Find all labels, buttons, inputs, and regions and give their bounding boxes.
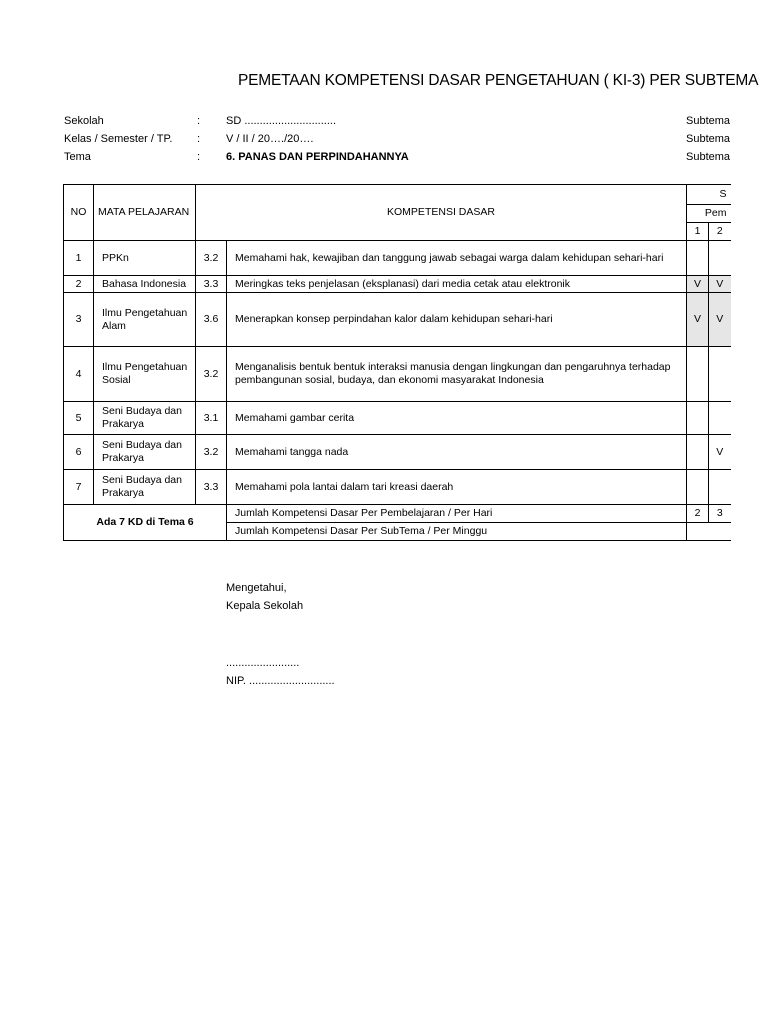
colon: : bbox=[197, 133, 201, 145]
row-p2 bbox=[709, 347, 731, 402]
row-kd-code: 3.2 bbox=[196, 435, 227, 470]
row-kd-code: 3.2 bbox=[196, 241, 227, 276]
row-no: 7 bbox=[64, 470, 94, 505]
row-mapel: PPKn bbox=[94, 241, 196, 276]
row-p2 bbox=[709, 241, 731, 276]
kd-mapping-table bbox=[63, 184, 731, 541]
row-kd-code: 3.3 bbox=[196, 276, 227, 293]
subtema-label-3: Subtema bbox=[686, 151, 731, 163]
row-mapel: Seni Budaya dan Prakarya bbox=[94, 470, 196, 505]
row-kd-code: 3.3 bbox=[196, 470, 227, 505]
signature-name-line: ........................ bbox=[226, 657, 300, 669]
row-no: 5 bbox=[64, 402, 94, 435]
row-mapel: Seni Budaya dan Prakarya bbox=[94, 435, 196, 470]
row-no: 3 bbox=[64, 293, 94, 347]
sekolah-value: SD .............................. bbox=[226, 115, 337, 127]
row-p1 bbox=[687, 470, 709, 505]
subtema-label-2: Subtema bbox=[686, 133, 731, 145]
row-kd-code: 3.6 bbox=[196, 293, 227, 347]
row-kd-text: Menerapkan konsep perpindahan kalor dalam kehidupan sehari-hari bbox=[227, 293, 687, 347]
table-row bbox=[64, 435, 731, 470]
subtema-label-1: Subtema bbox=[686, 115, 731, 127]
row-no: 6 bbox=[64, 435, 94, 470]
row-p1 bbox=[687, 347, 709, 402]
header-kompetensi-dasar: KOMPETENSI DASAR bbox=[196, 185, 687, 241]
row-kd-text: Memahami pola lantai dalam tari kreasi daerah bbox=[227, 470, 687, 505]
tema-value: 6. PANAS DAN PERPINDAHANNYA bbox=[226, 151, 409, 163]
header-pembelajaran: Pem bbox=[687, 205, 731, 223]
jumlah-per-hari-p2: 3 bbox=[709, 505, 731, 523]
row-mapel: Ilmu Pengetahuan Alam bbox=[94, 293, 196, 347]
jumlah-per-minggu-value bbox=[687, 523, 731, 541]
row-kd-text: Meringkas teks penjelasan (eksplanasi) dari media cetak atau elektronik bbox=[227, 276, 687, 293]
row-kd-code: 3.1 bbox=[196, 402, 227, 435]
row-mapel: Seni Budaya dan Prakarya bbox=[94, 402, 196, 435]
colon: : bbox=[197, 115, 201, 127]
nip-text: NIP. ............................ bbox=[226, 675, 335, 687]
kepala-sekolah-text: Kepala Sekolah bbox=[226, 600, 304, 612]
jumlah-per-hari-p1: 2 bbox=[687, 505, 709, 523]
row-mapel: Bahasa Indonesia bbox=[94, 276, 196, 293]
tema-label: Tema bbox=[64, 151, 91, 163]
row-p1: V bbox=[687, 276, 709, 293]
row-p2: V bbox=[709, 276, 731, 293]
row-kd-text: Memahami gambar cerita bbox=[227, 402, 687, 435]
kelas-value: V / II / 20…./20…. bbox=[226, 133, 314, 145]
row-p1: V bbox=[687, 293, 709, 347]
table-row bbox=[64, 347, 731, 402]
kelas-label: Kelas / Semester / TP. bbox=[64, 133, 173, 145]
row-p2 bbox=[709, 402, 731, 435]
row-kd-text: Memahami tangga nada bbox=[227, 435, 687, 470]
header-mata-pelajaran: MATA PELAJARAN bbox=[94, 185, 196, 241]
summary-kd-count: Ada 7 KD di Tema 6 bbox=[64, 505, 227, 541]
row-p1 bbox=[687, 241, 709, 276]
row-no: 4 bbox=[64, 347, 94, 402]
jumlah-per-minggu-label: Jumlah Kompetensi Dasar Per SubTema / Per Minggu bbox=[227, 523, 687, 541]
table-row bbox=[64, 402, 731, 435]
table-row bbox=[64, 241, 731, 276]
row-p1 bbox=[687, 402, 709, 435]
page-title: PEMETAAN KOMPETENSI DASAR PENGETAHUAN ( KI-3) PER SUBTEMA bbox=[238, 72, 759, 89]
row-kd-text: Memahami hak, kewajiban dan tanggung jawab sebagai warga dalam kehidupan sehari-hari bbox=[227, 241, 687, 276]
header-pembelajaran-1: 1 bbox=[687, 223, 709, 241]
row-kd-text: Menganalisis bentuk bentuk interaksi manusia dengan lingkungan dan pengaruhnya terhadap pembangunan sosial, budaya, dan ekonomi masyarakat Indonesia bbox=[227, 347, 687, 402]
row-p2: V bbox=[709, 435, 731, 470]
header-no: NO bbox=[64, 185, 94, 241]
table-row bbox=[64, 276, 731, 293]
row-no: 2 bbox=[64, 276, 94, 293]
row-p1 bbox=[687, 435, 709, 470]
row-no: 1 bbox=[64, 241, 94, 276]
mengetahui-text: Mengetahui, bbox=[226, 582, 287, 594]
jumlah-per-hari-label: Jumlah Kompetensi Dasar Per Pembelajaran / Per Hari bbox=[227, 505, 687, 523]
sekolah-label: Sekolah bbox=[64, 115, 104, 127]
colon: : bbox=[197, 151, 201, 163]
row-kd-code: 3.2 bbox=[196, 347, 227, 402]
table-row bbox=[64, 470, 731, 505]
row-p2: V bbox=[709, 293, 731, 347]
header-subtema: S bbox=[687, 185, 731, 205]
row-p2 bbox=[709, 470, 731, 505]
row-mapel: Ilmu Pengetahuan Sosial bbox=[94, 347, 196, 402]
header-pembelajaran-2: 2 bbox=[709, 223, 731, 241]
table-row bbox=[64, 293, 731, 347]
